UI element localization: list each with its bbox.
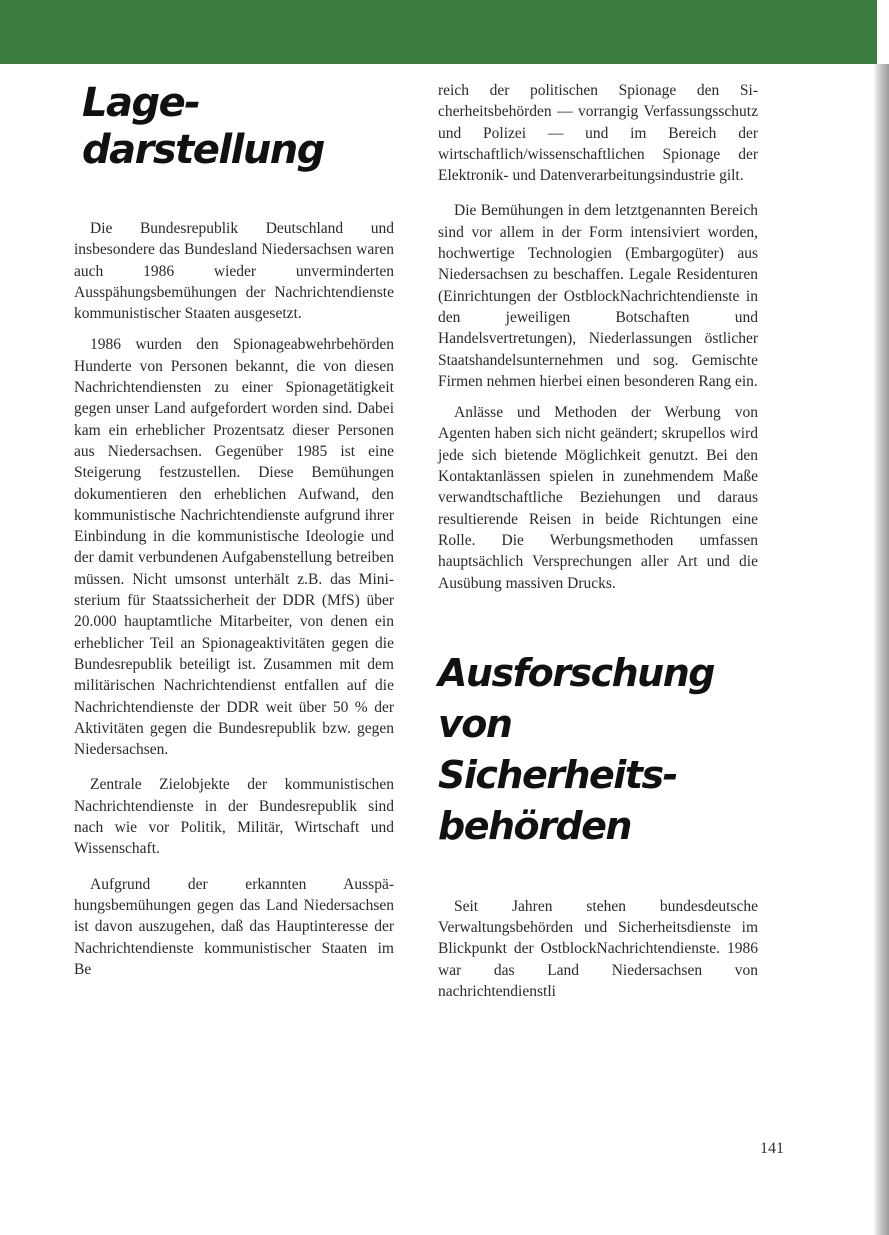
left-column bbox=[74, 80, 394, 980]
right-column bbox=[438, 80, 758, 1002]
paragraph: Die Bemühungen in dem letztgenannten Bereich sind vor allem in der Form intensiviert worden, hochwertige Technologien (Embargogüter) aus Niedersachsen zu beschaffen. Legale Residenturen (Einrichtungen der OstblockNachrichtendienste in den jeweiligen Botschaften und Handelsvertretungen), Niederlassungen östlicher Staatshandelsunternehmen und sog. Gemischte Firmen nehmen hierbei einen besonderen Rang ein. bbox=[438, 202, 758, 390]
heading-line: darstellung bbox=[82, 127, 324, 173]
paragraph: Die Bundesrepublik Deutschland und insbesondere das Bundesland Niedersachsen waren auch 1986 wieder unverminderten Ausspähungsbemühungen der Nachrichtendienste kommunistischer Staaten ausgesetzt. bbox=[74, 220, 394, 323]
page-number: 141 bbox=[760, 1140, 784, 1157]
paragraph: Zentrale Zielobjekte der kommunistischen Nachrichtendienste in der Bundesrepublik sind nach wie vor Politik, Militär, Wirtschaft und Wissenschaft. bbox=[74, 776, 394, 858]
header-color-band bbox=[0, 0, 877, 64]
paragraph: Aufgrund der erkannten Ausspähungsbemühungen gegen das Land Niedersachsen ist davon auszugehen, daß das Hauptinteresse der Nachrichtendienste kommunistischer Staaten im Be bbox=[74, 875, 394, 978]
heading-line: behörden bbox=[438, 803, 631, 848]
section-heading-ausforschung bbox=[438, 648, 758, 852]
page-edge-shadow bbox=[873, 64, 889, 1235]
paragraph: Anlässe und Methoden der Werbung von Agenten haben sich nicht geändert; skrupellos wird jede sich bietende Möglichkeit genutzt. Bei den Kontaktanlässen spielen in zunehmendem Maße verwandtschaftliche Beziehungen und daraus resultierende Reisen in beide Richtungen eine Rolle. Die Werbungsmethoden umfassen hauptsächlich Versprechungen aller Art und die Ausübung massiven Drucks. bbox=[438, 404, 758, 592]
heading-line: Ausforschung bbox=[438, 650, 714, 695]
paragraph: Seit Jahren stehen bundesdeutsche Verwaltungsbehörden und Sicherheitsdienste im Blickpunkt der OstblockNachrichtendienste. 1986 war das Land Niedersachsen von nachrichtendienstli bbox=[438, 897, 758, 1001]
heading-line: Lage- bbox=[82, 80, 200, 126]
paragraph: 1986 wurden den Spionageabwehrbehörden Hunderte von Personen bekannt, die von diesen Nachrichtendiensten zu einer Spionagetätigkeit gegen unser Land aufgefordert worden sind. Dabei kam ein erheblicher Prozentsatz dieser Personen aus Niedersachsen. Gegenüber 1985 ist eine Steigerung festzustellen. Diese Bemühungen dokumentieren den erheblichen Aufwand, den kommunistische Nachrichtendienste aufgrund ihrer Einbindung in die kommunistische Ideologie und der damit verbundenen Aufgabenstellung betreiben müssen. Nicht umsonst unterhält z.B. das Ministerium für Staatssicherheit der DDR (MfS) über 20.000 hauptamtliche Mitarbeiter, von denen ein erheblicher Teil an Spionageaktivitäten gegen die Bundesrepublik beteiligt ist. Zusammen mit dem militärischen Nachrichtendienst entfallen auf die Nachrichtendienste der DDR weit über 50 % der Aktivitäten gegen die Bundesrepublik bzw. gegen Niedersachsen. bbox=[74, 336, 394, 759]
heading-line: von bbox=[438, 701, 512, 746]
paragraph: reich der politischen Spionage den Sicherheitsbehörden — vorrangig Verfassungsschutz und Polizei — und im Bereich der wirtschaftlich/wissenschaftlichen Spionage der Elektronik- und Datenverarbeitungsindustrie gilt. bbox=[438, 82, 758, 185]
section-heading-lagedarstellung bbox=[82, 80, 394, 174]
heading-line: Sicherheits- bbox=[438, 752, 677, 797]
